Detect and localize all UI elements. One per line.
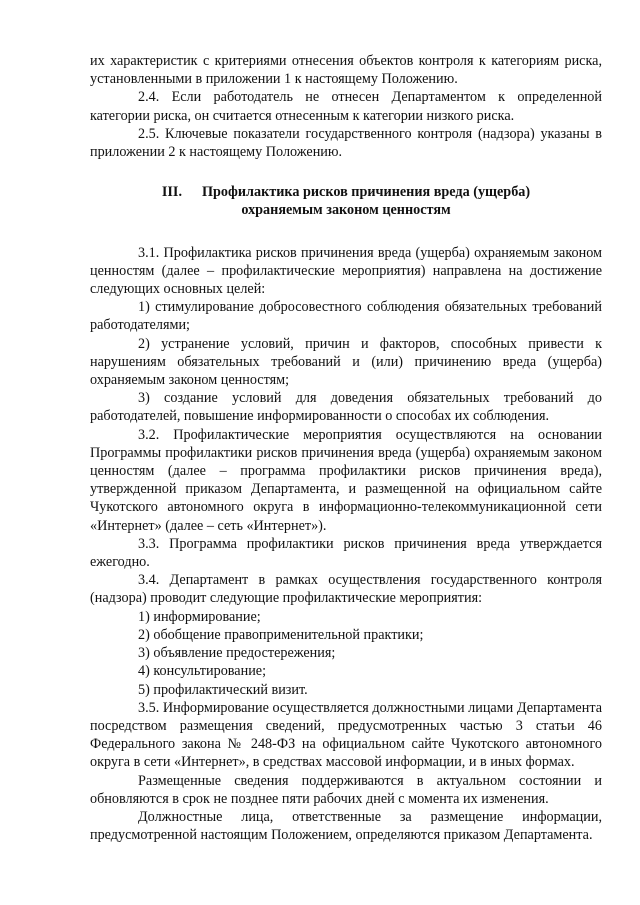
paragraph-3-1: 3.1. Профилактика рисков причинения вреда (ущерба) охраняемым законом ценностям (далее – профилактические мероприятия) направлена на достижение следующих основных целей: [90, 244, 602, 298]
section-heading [90, 183, 602, 219]
list-item-measure-5: 5) профилактический визит. [138, 681, 308, 698]
paragraph-3-5: 3.5. Информирование осуществляется должностными лицами Департамента посредством размещения сведений, предусмотренных частью 3 статьи 46 Федерального закона № 248-ФЗ на официальном сайте Чукотского автономного округа в сети «Интернет», в средствах массовой информации, и в иных формах. [90, 699, 602, 771]
paragraph-3-2: 3.2. Профилактические мероприятия осуществляются на основании Программы профилактики рисков причинения вреда (ущерба) охраняемым законом ценностям (далее – программа профилактики рисков причинения вреда), утвержденной приказом Департамента, и размещенной на официальном сайте Чукотского автономного округа в информационно-телекоммуникационной сети «Интернет» (далее – сеть «Интернет»). [90, 426, 602, 534]
section-title-line2: охраняемым законом ценностям [241, 202, 451, 219]
list-item-goal-3: 3) создание условий для доведения обязательных требований до работодателей, повышение информированности о способах их соблюдения. [90, 390, 602, 425]
paragraph-continuation: их характеристик с критериями отнесения объектов контроля к категориям риска, установленными в приложении 1 к настоящему Положению. [90, 53, 602, 88]
paragraph-2-4: 2.4. Если работодатель не отнесен Департаментом к определенной категории риска, он считается отнесенным к категории низкого риска. [90, 89, 602, 124]
paragraph-3-3: 3.3. Программа профилактики рисков причинения вреда утверждается ежегодно. [90, 535, 602, 571]
paragraph-2-5: 2.5. Ключевые показатели государственного контроля (надзора) указаны в приложении 2 к настоящему Положению. [90, 125, 602, 161]
paragraph-3-4: 3.4. Департамент в рамках осуществления государственного контроля (надзора) проводит следующие профилактические мероприятия: [90, 572, 602, 607]
list-item-measure-2: 2) обобщение правоприменительной практики; [138, 626, 424, 643]
list-item-goal-2: 2) устранение условий, причин и факторов, способных привести к нарушениям обязательных требований и (или) причинению вреда (ущерба) охраняемым законом ценностям; [90, 335, 602, 389]
list-item-goal-1: 1) стимулирование добросовестного соблюдения обязательных требований работодателями; [90, 299, 602, 334]
paragraph-responsible-officials: Должностные лица, ответственные за размещение информации, предусмотренной настоящим Положением, определяются приказом Департамента. [90, 808, 602, 844]
section-title-line1: Профилактика рисков причинения вреда (ущерба) [202, 184, 531, 201]
section-heading-line1 [90, 183, 602, 201]
list-item-measure-3: 3) объявление предостережения; [138, 645, 336, 662]
document-body [90, 52, 602, 844]
list-item-measure-4: 4) консультирование; [138, 663, 267, 680]
section-number: III. [161, 184, 182, 201]
paragraph-update-info: Размещенные сведения поддерживаются в актуальном состоянии и обновляются в срок не позднее пяти рабочих дней с момента их изменения. [90, 772, 602, 807]
list-item-measure-1: 1) информирование; [138, 608, 261, 625]
